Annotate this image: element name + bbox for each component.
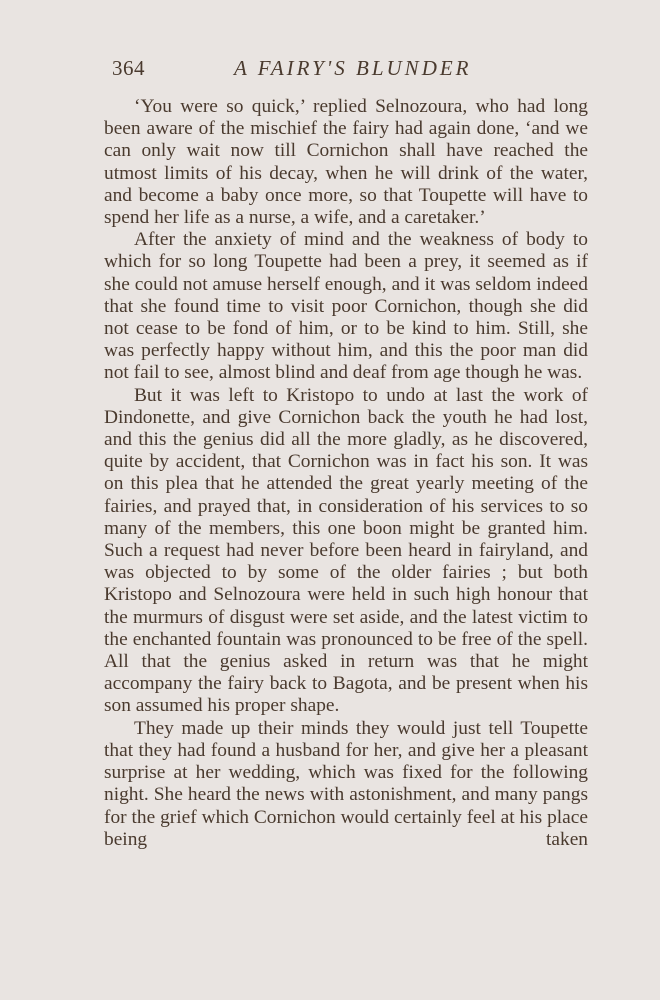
paragraph: But it was left to Kristopo to undo at last the work of Dindonette, and give Cornichon back the youth he had lost, and this the genius did all the more gladly, as he discovered, quite by accident, that Cornichon was in fact his son. It was on this plea that he attended the great yearly meeting of the fairies, and prayed that, in consideration of his services to so many of the members, this one boon might be granted him. Such a request had never before been heard in fairyland, and was objected to by some of the older fairies ; but both Kristopo and Selnozoura were held in such high honour that the murmurs of disgust were set aside, and the latest victim to the enchanted fountain was pronounced to be free of the spell. All that the genius asked in return was that he might accompany the fairy back to Bagota, and be present when his son assumed his proper shape. [104,384,588,717]
body-text [104,96,588,851]
running-head [112,56,552,86]
page-number: 364 [112,56,145,80]
paragraph: They made up their minds they would just tell Toupette that they had found a husband for her, and give her a pleasant surprise at her wedding, which was fixed for the following night. She heard the news with astonishment, and many pangs for the grief which Cornichon would certainly feel at his place being taken [104,717,588,850]
paragraph: After the anxiety of mind and the weakness of body to which for so long Toupette had been a prey, it seemed as if she could not amuse herself enough, and it was seldom indeed that she found time to visit poor Cornichon, though she did not cease to be fond of him, or to be kind to him. Still, she was perfectly happy without him, and this the poor man did not fail to see, almost blind and deaf from age though he was. [104,229,588,384]
running-title: A FAIRY'S BLUNDER [234,56,472,80]
paragraph: ‘You were so quick,’ replied Selnozoura, who had long been aware of the mischief the fairy had again done, ‘and we can only wait now till Cornichon shall have reached the utmost limits of his decay, when he will drink of the water, and become a baby once more, so that Toupette will have to spend her life as a nurse, a wife, and a caretaker.’ [104,96,588,229]
